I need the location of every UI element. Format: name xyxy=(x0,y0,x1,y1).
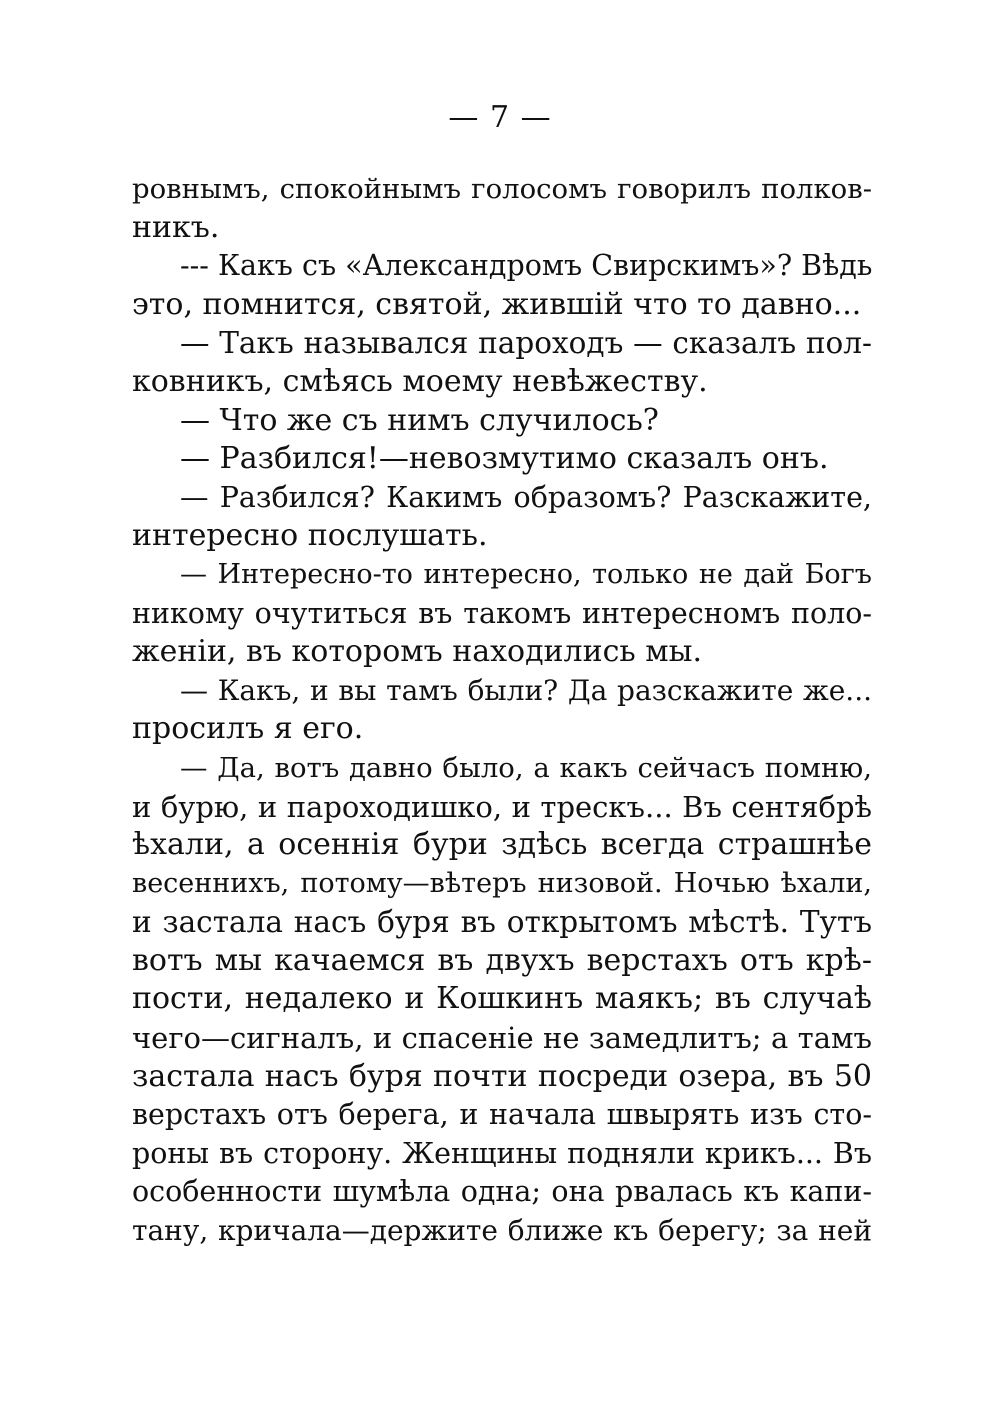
text-line: верстахъ отъ берега, и начала швырять изъ сто- xyxy=(132,1098,872,1132)
text-line: — Разбился? Какимъ образомъ? Разскажите, xyxy=(180,480,872,514)
text-line: ровнымъ, спокойнымъ голосомъ говорилъ полков- xyxy=(132,173,872,205)
text-line: — Интересно-то интересно, только не дай Богъ xyxy=(180,558,872,590)
text-line: — Да, вотъ давно было, а какъ сейчасъ помню, xyxy=(180,751,872,784)
text-line: ѣхали, а осеннія бури здѣсь всегда страшнѣе xyxy=(132,827,872,863)
text-line: роны въ сторону. Женщины подняли крикъ... Въ xyxy=(132,1136,872,1170)
text-line: никому очутиться въ такомъ интересномъ поло- xyxy=(132,596,872,630)
text-line: интересно послушать. xyxy=(132,518,488,554)
text-line: это, помнится, святой, жившій что то давно... xyxy=(132,286,862,322)
text-line: тану, кричала—держите ближе къ берегу; за ней xyxy=(132,1214,872,1248)
text-line: вотъ мы качаемся въ двухъ верстахъ отъ крѣ- xyxy=(132,942,872,978)
text-line: просилъ я его. xyxy=(132,711,364,747)
page-number: — 7 — xyxy=(448,100,552,135)
text-line: — Разбился!—невозмутимо сказалъ онъ. xyxy=(180,441,829,477)
text-line: и бурю, и пароходишко, и трескъ... Въ сентябрѣ xyxy=(132,789,872,824)
text-line: пости, недалеко и Кошкинъ маякъ; въ случаѣ xyxy=(132,981,872,1017)
text-line: — Что же съ нимъ случилось? xyxy=(180,402,659,438)
text-line: — Такъ назывался пароходъ — сказалъ пол- xyxy=(180,326,872,361)
text-line: весеннихъ, потому—вѣтеръ низовой. Ночью ѣхали, xyxy=(132,867,872,899)
text-line: чего—сигналъ, и спасеніе не замедлитъ; а тамъ xyxy=(132,1021,872,1056)
text-line: застала насъ буря почти посреди озера, въ 50 xyxy=(132,1058,872,1094)
text-line: особенности шумѣла одна; она рвалась къ капи- xyxy=(132,1175,872,1209)
text-line: и застала насъ буря въ открытомъ мѣстѣ. Тутъ xyxy=(132,905,872,940)
text-line: --- Какъ съ «Александромъ Свирскимъ»? Вѣдь xyxy=(180,249,873,283)
text-line: женіи, въ которомъ находились мы. xyxy=(132,634,703,670)
text-line: ковникъ, смѣясь моему невѣжеству. xyxy=(132,363,708,399)
page-text xyxy=(132,170,872,1251)
text-line: никъ. xyxy=(132,209,220,245)
text-line: — Какъ, и вы тамъ были? Да разскажите же... xyxy=(180,673,872,707)
